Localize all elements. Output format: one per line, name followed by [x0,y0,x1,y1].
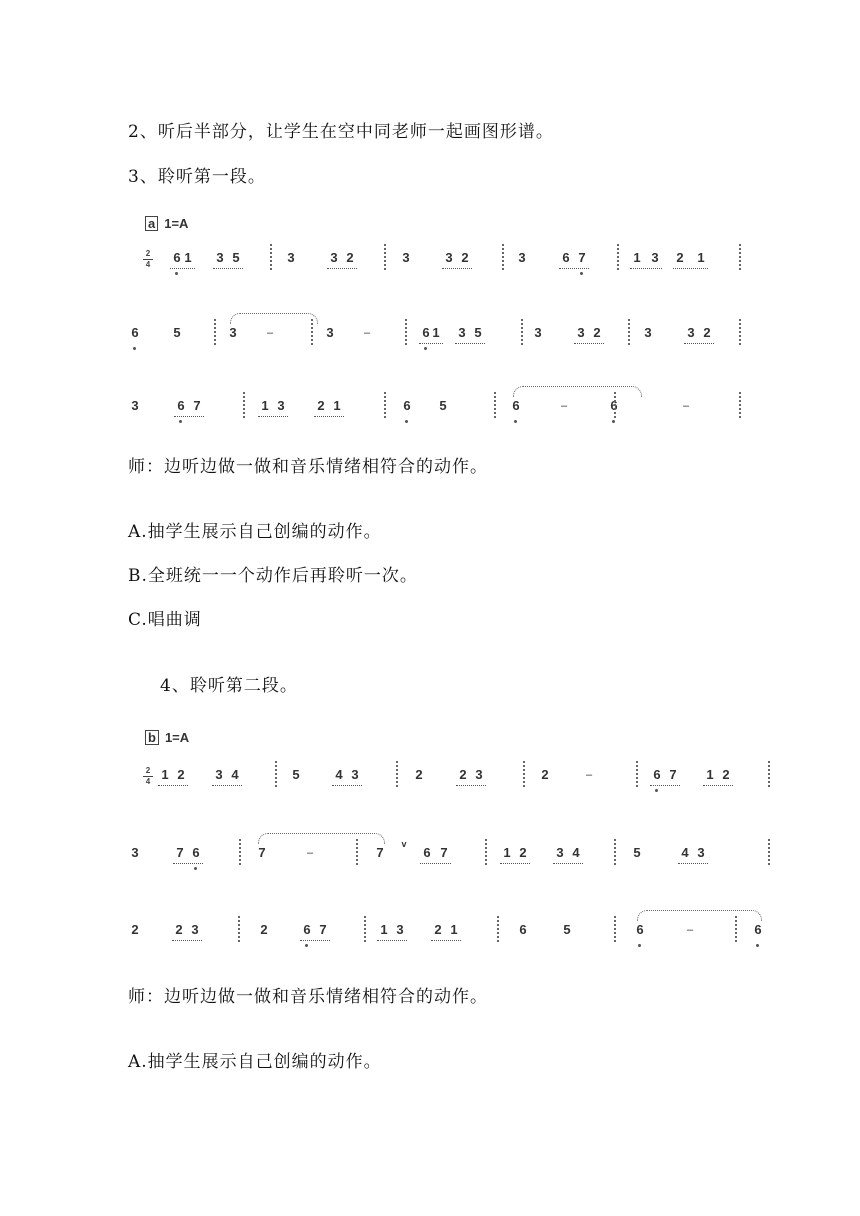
low-octave-dot [514,420,517,423]
tie-arc [513,386,642,397]
beam-underline [158,785,188,786]
bar-line [214,319,216,345]
beam-underline [455,343,485,344]
bar-line [497,916,499,942]
low-octave-dot [580,272,583,275]
note: 3 [330,250,338,265]
note: 2 [415,767,423,782]
bar-line [485,839,487,865]
bar-line [636,761,638,787]
item-a-2: A.抽学生展示自己创编的动作。 [128,1052,382,1072]
note: 2 [175,922,183,937]
note: 3 [445,250,453,265]
beam-underline [377,940,407,941]
note: 7 [578,250,586,265]
dash-note: – [306,847,314,859]
time-signature [143,767,153,786]
note: 1 [450,922,458,937]
beam-underline [258,416,288,417]
note: 2 [593,325,601,340]
note: 3 [326,325,334,340]
note: 3 [277,398,285,413]
time-signature-bottom: 4 [145,260,151,269]
tie-arc [637,910,762,921]
note: 3 [351,767,359,782]
bar-line [270,244,272,270]
bar-line [739,244,741,270]
note: 4 [231,767,239,782]
step-2-text: 2、听后半部分，让学生在空中同老师一起画图形谱。 [128,122,554,142]
score-a-row [0,398,860,438]
beam-underline [170,268,195,269]
note: 2 [434,922,442,937]
note: 6 [519,922,527,937]
note: 3 [518,250,526,265]
beam-underline [300,940,330,941]
note: 3 [216,250,224,265]
breath-mark: v [401,839,407,849]
note: 3 [131,845,139,860]
item-c: C.唱曲调 [128,610,202,630]
bar-line [628,319,630,345]
note: 3 [687,325,695,340]
note: 2 [131,922,139,937]
beam-underline [553,863,583,864]
beam-underline [327,268,357,269]
low-octave-dot [405,420,408,423]
bar-line [523,761,525,787]
note: 7 [176,845,184,860]
bar-line [239,839,241,865]
low-octave-dot [305,944,308,947]
note: 2 [519,845,527,860]
beam-underline [213,268,243,269]
score-a-row [0,325,860,365]
note: 3 [534,325,542,340]
note: 5 [232,250,240,265]
note: 5 [563,922,571,937]
bar-line [502,244,504,270]
beam-underline [678,863,708,864]
note: 1 [432,325,440,340]
tie-arc [230,313,318,324]
bar-line [739,392,741,418]
beam-underline [419,343,443,344]
score-a-header [145,216,188,231]
note: 3 [651,250,659,265]
note: 6 [422,325,430,340]
bar-line [494,392,496,418]
note: 3 [396,922,404,937]
note: 2 [177,767,185,782]
note: 6 [192,845,200,860]
beam-underline [684,343,714,344]
note: 1 [261,398,269,413]
score-b-header [145,730,189,745]
note: 5 [633,845,641,860]
item-b: B.全班统一一个动作后再聆听一次。 [128,566,418,586]
beam-underline [650,785,680,786]
note: 1 [333,398,341,413]
score-b-row [0,767,860,807]
note: 7 [258,845,266,860]
note: 2 [461,250,469,265]
note: 2 [541,767,549,782]
low-octave-dot [612,420,615,423]
time-signature-bottom: 4 [145,777,151,786]
note: 6 [562,250,570,265]
note: 5 [474,325,482,340]
note: 2 [317,398,325,413]
note: 7 [193,398,201,413]
score-b-row [0,839,860,885]
low-octave-dot [133,347,136,350]
bar-line [768,839,770,865]
beam-underline [173,863,203,864]
note: 5 [292,767,300,782]
note: 6 [512,398,520,413]
note: 4 [572,845,580,860]
beam-underline [172,940,202,941]
tie-arc [258,833,385,844]
low-octave-dot [655,789,658,792]
low-octave-dot [194,867,197,870]
score-a-row [0,250,860,290]
bar-line [617,244,619,270]
note: 5 [173,325,181,340]
note: 3 [458,325,466,340]
note: 2 [722,767,730,782]
bar-line [405,319,407,345]
note: 2 [260,922,268,937]
bar-line [384,392,386,418]
note: 6 [173,250,181,265]
note: 6 [754,922,762,937]
note: 4 [335,767,343,782]
beam-underline [314,416,344,417]
bar-line [275,761,277,787]
note: 3 [229,325,237,340]
note: 2 [346,250,354,265]
dash-note: – [686,924,694,936]
note: 2 [459,767,467,782]
dash-note: – [585,769,593,781]
bar-line [739,319,741,345]
note: 6 [610,398,618,413]
note: 6 [423,845,431,860]
beam-underline [332,785,362,786]
note: 1 [503,845,511,860]
bar-line [396,761,398,787]
note: 3 [556,845,564,860]
bar-line [614,839,616,865]
score-a-key: 1=A [164,216,189,231]
note: 3 [475,767,483,782]
teacher-instruction-2: 师：边听边做一做和音乐情绪相符合的动作。 [128,987,488,1007]
note: 1 [633,250,641,265]
note: 3 [644,325,652,340]
note: 2 [676,250,684,265]
low-octave-dot [179,420,182,423]
note: 6 [636,922,644,937]
note: 7 [376,845,384,860]
note: 1 [706,767,714,782]
dash-note: – [682,400,690,412]
note: 2 [703,325,711,340]
beam-underline [420,863,451,864]
note: 1 [184,250,192,265]
note: 3 [577,325,585,340]
note: 3 [215,767,223,782]
score-b-key: 1=A [164,730,190,745]
note: 6 [653,767,661,782]
score-a-label: a [145,216,158,231]
note: 1 [697,250,705,265]
bar-line [243,392,245,418]
low-octave-dot [756,944,759,947]
dash-note: – [363,327,371,339]
time-signature [143,250,153,269]
bar-line [384,244,386,270]
note: 3 [287,250,295,265]
note: 6 [403,398,411,413]
step-4-heading: 4、聆听第二段。 [160,676,298,696]
score-b-label: b [145,730,159,745]
beam-underline [212,785,242,786]
note: 6 [131,325,139,340]
note: 6 [177,398,185,413]
beam-underline [574,343,604,344]
low-octave-dot [638,944,641,947]
note: 5 [439,398,447,413]
low-octave-dot [424,347,427,350]
bar-line [364,916,366,942]
note: 3 [131,398,139,413]
beam-underline [500,863,530,864]
bar-line [614,916,616,942]
note: 7 [440,845,448,860]
step-3-heading: 3、聆听第一段。 [128,167,266,187]
beam-underline [673,268,708,269]
item-a-1: A.抽学生展示自己创编的动作。 [128,522,382,542]
note: 7 [669,767,677,782]
bar-line [768,761,770,787]
note: 6 [303,922,311,937]
beam-underline [456,785,486,786]
teacher-instruction-1: 师：边听边做一做和音乐情绪相符合的动作。 [128,457,488,477]
bar-line [521,319,523,345]
beam-underline [174,416,204,417]
beam-underline [442,268,472,269]
low-octave-dot [175,272,178,275]
bar-line [238,916,240,942]
beam-underline [630,268,662,269]
time-signature-top: 2 [145,249,151,258]
score-b-row [0,922,860,962]
note: 3 [697,845,705,860]
time-signature-top: 2 [145,766,151,775]
note: 1 [380,922,388,937]
beam-underline [703,785,733,786]
note: 7 [319,922,327,937]
note: 1 [161,767,169,782]
dash-note: – [560,400,568,412]
note: 3 [191,922,199,937]
note: 4 [681,845,689,860]
dash-note: – [266,327,274,339]
beam-underline [559,268,589,269]
beam-underline [431,940,461,941]
note: 3 [402,250,410,265]
